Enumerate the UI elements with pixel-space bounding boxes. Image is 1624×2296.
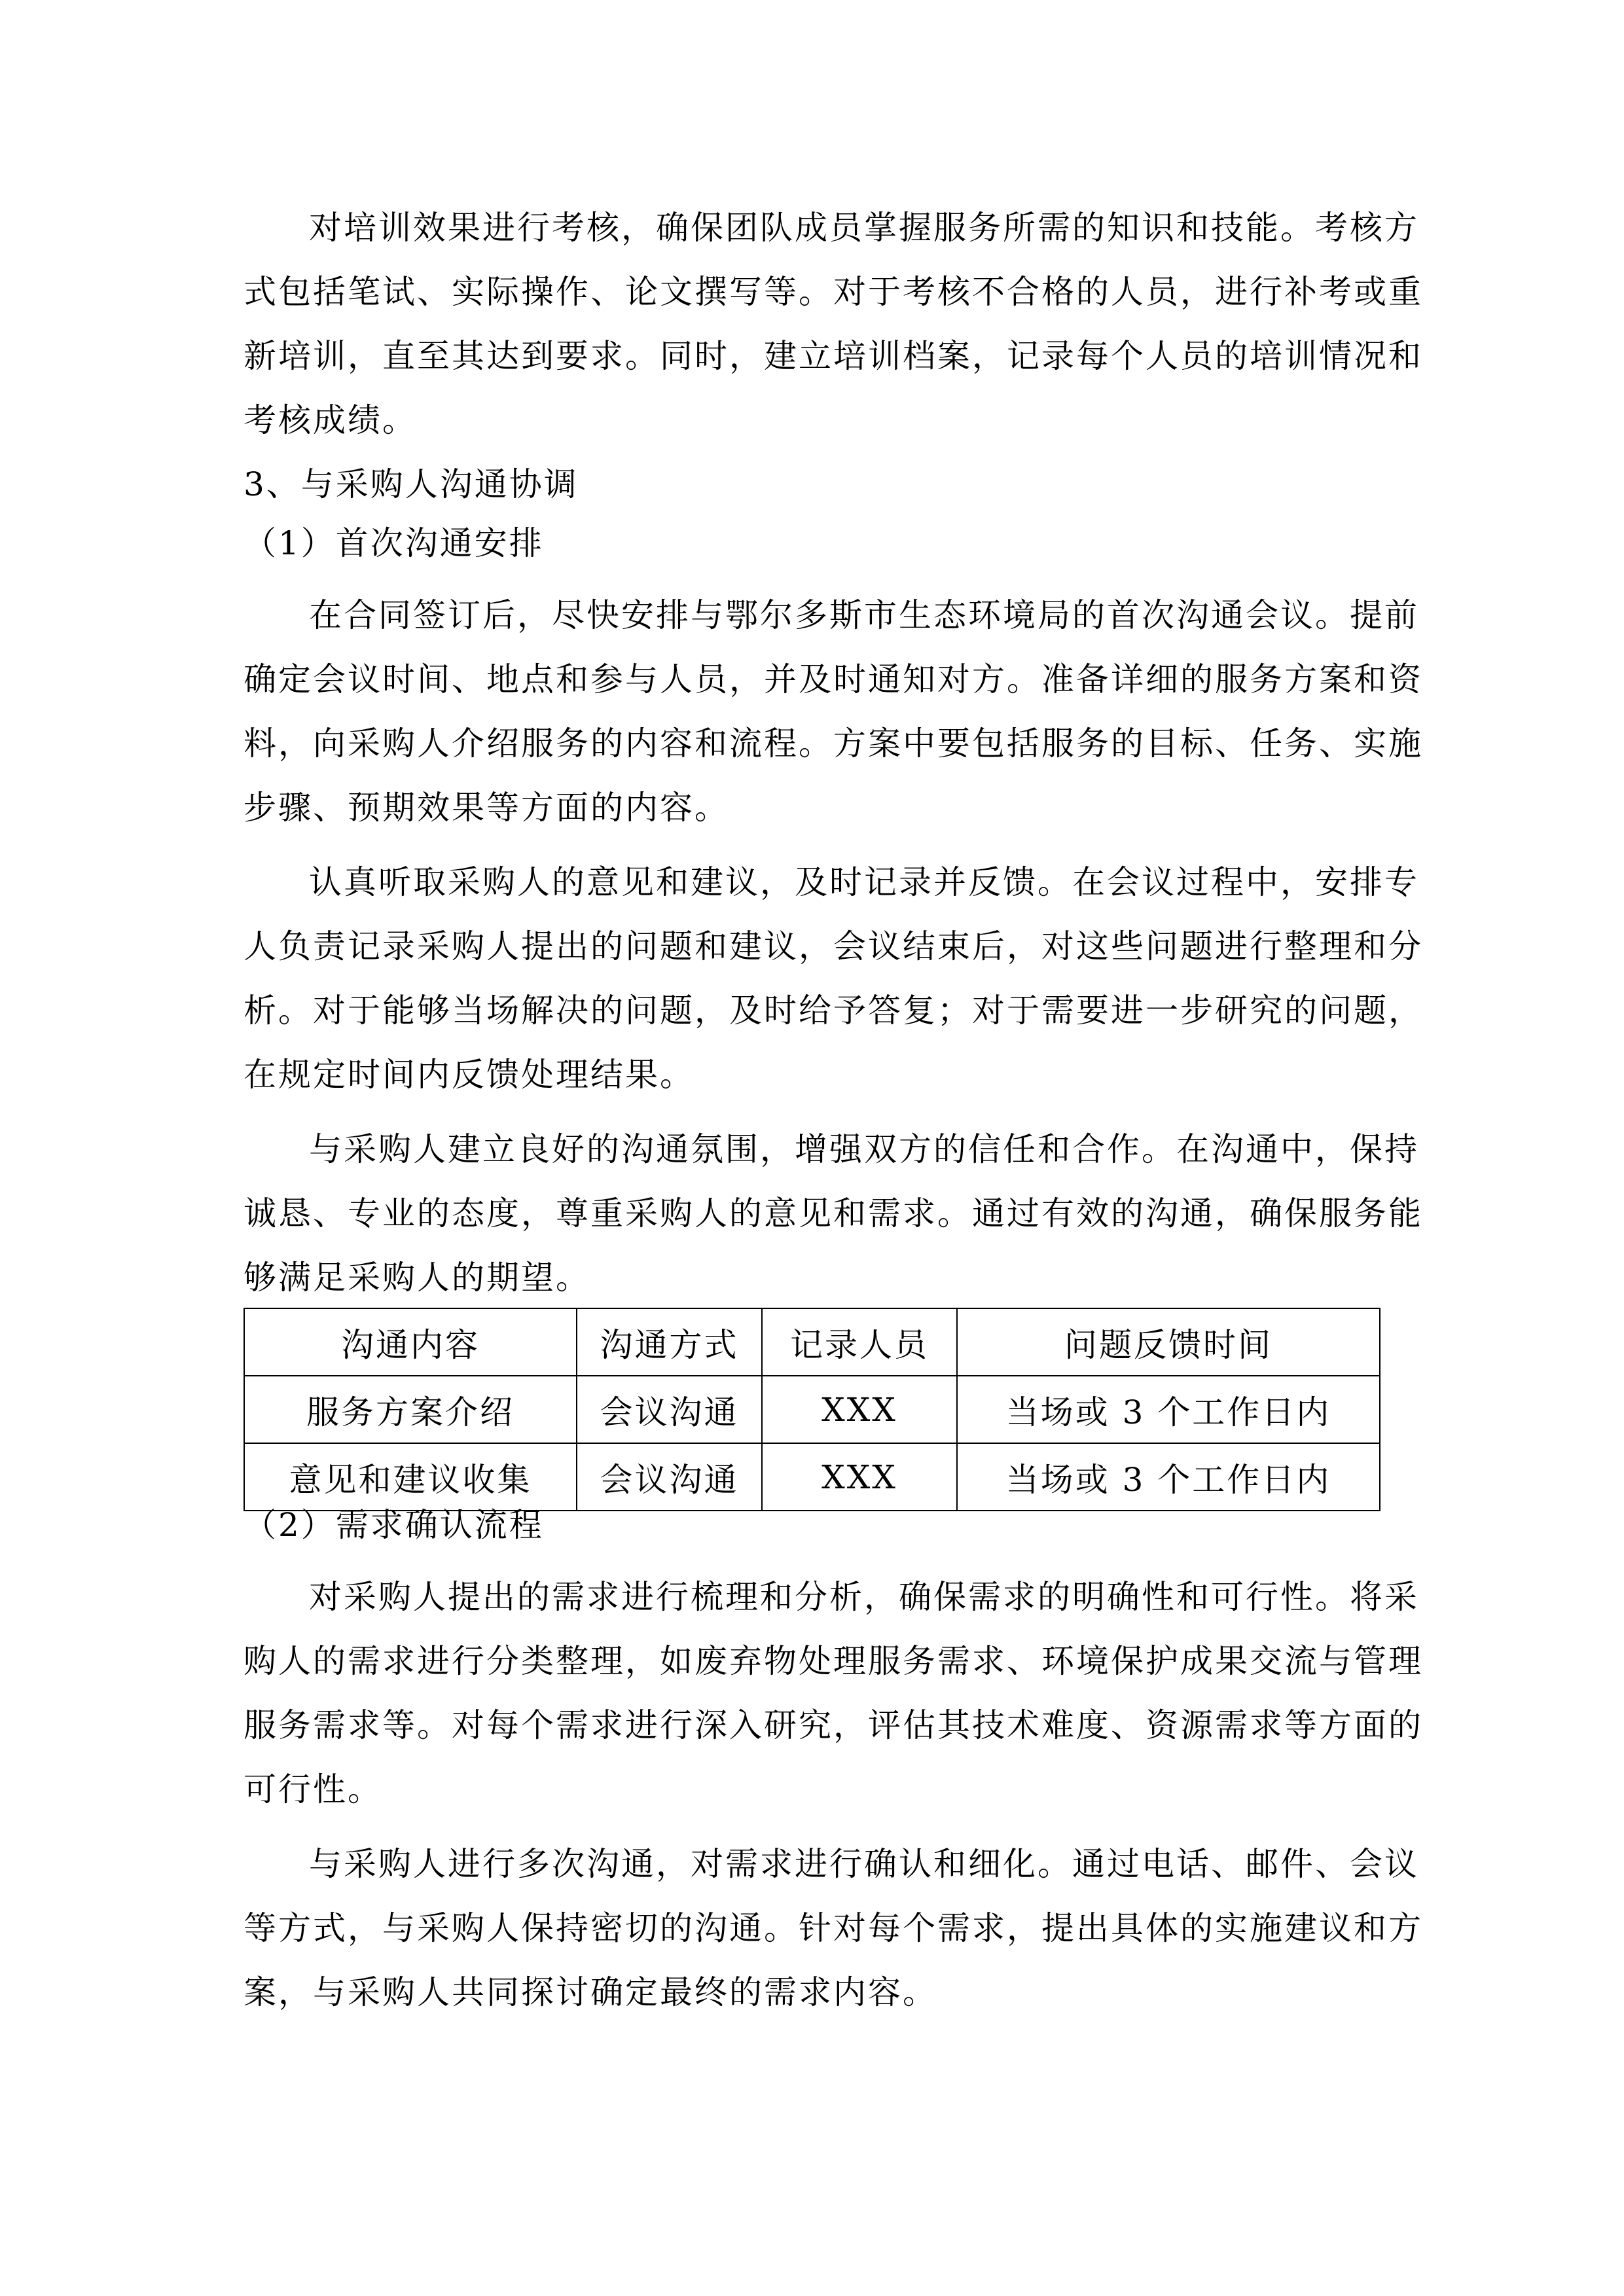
paragraph-atmosphere-line: 诚恳、专业的态度，尊重采购人的意见和需求。通过有效的沟通，确保服务能 — [244, 1194, 1423, 1232]
paragraph-atmosphere-line: 够满足采购人的期望。 — [244, 1259, 590, 1297]
paragraph-confirmation-line: 案，与采购人共同探讨确定最终的需求内容。 — [244, 1973, 937, 2011]
table-header-cell: 沟通内容 — [244, 1308, 577, 1376]
table-row — [244, 1376, 1380, 1443]
table-header-row — [244, 1308, 1380, 1376]
paragraph-training-line: 考核成绩。 — [244, 401, 417, 439]
paragraph-requirements-line: 可行性。 — [244, 1770, 382, 1808]
section-heading: 3、与采购人沟通协调 — [244, 465, 579, 503]
paragraph-first-meeting-line: 在合同签订后，尽快安排与鄂尔多斯市生态环境局的首次沟通会议。提前 — [309, 596, 1419, 634]
paragraph-feedback-line: 认真听取采购人的意见和建议，及时记录并反馈。在会议过程中，安排专 — [309, 863, 1419, 901]
paragraph-atmosphere-line: 与采购人建立良好的沟通氛围，增强双方的信任和合作。在沟通中，保持 — [309, 1130, 1419, 1168]
table-header-cell: 记录人员 — [762, 1308, 957, 1376]
table-cell: 会议沟通 — [577, 1443, 762, 1511]
subsection-heading: （2）需求确认流程 — [244, 1506, 544, 1544]
table-cell: XXX — [762, 1376, 957, 1443]
paragraph-first-meeting-line: 步骤、预期效果等方面的内容。 — [244, 789, 729, 827]
table-cell: 当场或 3 个工作日内 — [957, 1443, 1380, 1511]
table-cell: 当场或 3 个工作日内 — [957, 1376, 1380, 1443]
table-row — [244, 1443, 1380, 1511]
paragraph-feedback-line: 在规定时间内反馈处理结果。 — [244, 1056, 695, 1094]
subsection-heading: （1）首次沟通安排 — [244, 524, 544, 562]
table-cell: 服务方案介绍 — [244, 1376, 577, 1443]
paragraph-requirements-line: 对采购人提出的需求进行梳理和分析，确保需求的明确性和可行性。将采 — [309, 1578, 1419, 1616]
table-header-cell: 沟通方式 — [577, 1308, 762, 1376]
paragraph-first-meeting-line: 确定会议时间、地点和参与人员，并及时通知对方。准备详细的服务方案和资 — [244, 660, 1423, 698]
paragraph-feedback-line: 人负责记录采购人提出的问题和建议，会议结束后，对这些问题进行整理和分 — [244, 927, 1423, 965]
paragraph-training-line: 新培训，直至其达到要求。同时，建立培训档案，记录每个人员的培训情况和 — [244, 337, 1423, 375]
paragraph-first-meeting-line: 料，向采购人介绍服务的内容和流程。方案中要包括服务的目标、任务、实施 — [244, 725, 1423, 762]
paragraph-requirements-line: 购人的需求进行分类整理，如废弃物处理服务需求、环境保护成果交流与管理 — [244, 1642, 1423, 1680]
paragraph-training-line: 对培训效果进行考核，确保团队成员掌握服务所需的知识和技能。考核方 — [309, 209, 1419, 247]
paragraph-confirmation-line: 与采购人进行多次沟通，对需求进行确认和细化。通过电话、邮件、会议 — [309, 1845, 1419, 1883]
table-cell: 会议沟通 — [577, 1376, 762, 1443]
paragraph-training-line: 式包括笔试、实际操作、论文撰写等。对于考核不合格的人员，进行补考或重 — [244, 273, 1423, 311]
paragraph-feedback-line: 析。对于能够当场解决的问题，及时给予答复；对于需要进一步研究的问题， — [244, 992, 1423, 1030]
paragraph-confirmation-line: 等方式，与采购人保持密切的沟通。针对每个需求，提出具体的实施建议和方 — [244, 1909, 1423, 1947]
table-cell: 意见和建议收集 — [244, 1443, 577, 1511]
communication-table — [244, 1308, 1380, 1511]
paragraph-requirements-line: 服务需求等。对每个需求进行深入研究，评估其技术难度、资源需求等方面的 — [244, 1706, 1423, 1744]
table-header-cell: 问题反馈时间 — [957, 1308, 1380, 1376]
table-cell: XXX — [762, 1443, 957, 1511]
